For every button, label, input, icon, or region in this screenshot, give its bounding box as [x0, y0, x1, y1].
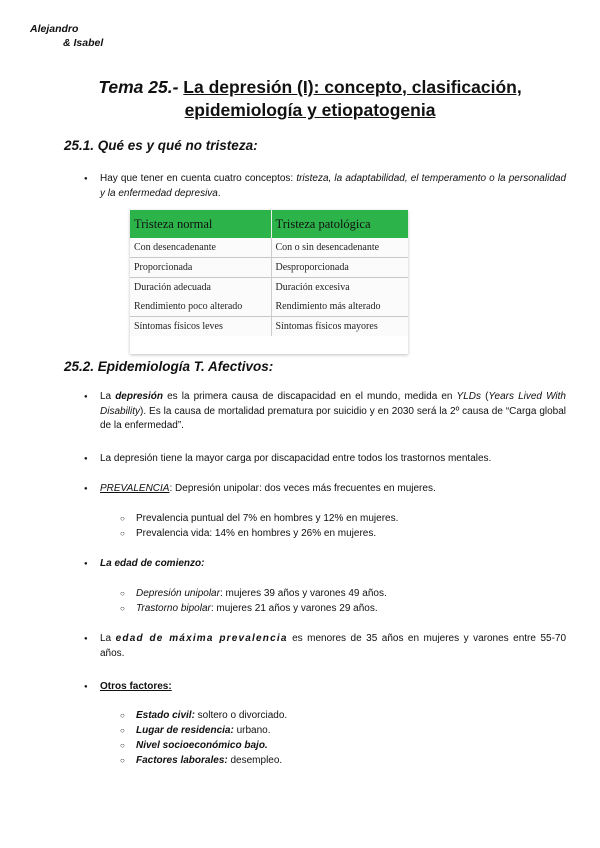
p1-g: Lived With Disability	[100, 391, 566, 417]
sub-text: desempleo.	[227, 755, 283, 766]
header-normal: Tristeza normal	[130, 210, 271, 238]
table-cell: Desproporcionada	[271, 258, 408, 278]
sub-lugar-residencia	[120, 724, 271, 739]
bullet-otros-factores	[84, 680, 566, 695]
table-cell: Síntomas físicos mayores	[275, 321, 378, 332]
b1-text-c: personalidad y la enfermedad depresiva	[100, 173, 566, 199]
sub-estado-civil	[120, 709, 287, 724]
sub-text: soltero o divorciado.	[194, 710, 288, 721]
p1-h: ). Es la causa de mortalidad prematura por suicidio y en 2030 será la 2º	[140, 405, 460, 417]
prevalencia-label: PREVALENCIA	[100, 483, 170, 494]
p2-text: La depresión tiene la mayor carga por discapacidad entre todos los trastornos mentales.	[100, 453, 492, 464]
sub-label: Depresión unipolar	[136, 588, 220, 599]
author-1: Alejandro	[30, 23, 79, 35]
title-line-1: La depresión (I): concepto, clasificación,	[183, 77, 522, 97]
table-cell: Duración excesiva	[275, 282, 350, 293]
sub-trastorno-bipolar	[120, 602, 378, 617]
sub-text: Prevalencia puntual del 7% en hombres y 12% en mujeres.	[136, 513, 399, 524]
p1-b: depresión	[115, 391, 163, 402]
p1-c: es la primera causa de discapacidad en el mundo, medida en	[167, 391, 453, 402]
page-title	[60, 76, 560, 122]
sub-text: Prevalencia vida: 14% en hombres y 26% en mujeres.	[136, 528, 377, 539]
p5-a: La	[100, 633, 112, 644]
b1-text-b: tristeza, la adaptabilidad, el temperamento o la	[296, 173, 506, 184]
sub-label: Lugar de residencia:	[136, 725, 234, 736]
table-cell: Rendimiento más alterado	[271, 297, 408, 317]
title-prefix: Tema 25.-	[98, 77, 179, 97]
table-cell: Rendimiento poco alterado	[130, 297, 271, 317]
tristeza-table	[130, 210, 408, 336]
sub-text: : mujeres 21 años y varones 29 años.	[210, 603, 378, 614]
table-row	[130, 258, 408, 278]
p1-a: La	[100, 391, 112, 402]
sub-label: Factores laborales:	[136, 755, 228, 766]
prevalencia-text: : Depresión unipolar: dos veces más frecuentes en mujeres.	[169, 483, 436, 494]
sub-text: : mujeres 39 años y varones 49 años.	[219, 588, 387, 599]
bullet-conceptos	[84, 172, 566, 201]
table-cell: Proporcionada	[130, 258, 271, 278]
p1-i: causa de “Carga global de la enfermedad”.	[100, 405, 567, 431]
table-cell: Síntomas físicos leves	[130, 317, 271, 337]
title-line-2: epidemiología y etiopatogenia	[184, 100, 436, 120]
p1-e: (	[485, 391, 489, 402]
b1-text-d: .	[217, 187, 221, 199]
bullet-edad-maxima	[84, 632, 566, 661]
sub-label: Nivel socioeconómico bajo.	[136, 740, 268, 751]
sub-nivel-socioeconomico	[120, 739, 268, 754]
author-2: & Isabel	[63, 37, 104, 49]
authors	[30, 22, 103, 50]
sub-prevalencia-puntual	[120, 512, 398, 527]
table-row	[130, 278, 408, 298]
table-row	[130, 238, 408, 258]
table-cell: Con o sin desencadenante	[271, 238, 408, 258]
table-cell: Con desencadenante	[130, 238, 271, 258]
otros-factores-label: Otros factores:	[100, 681, 172, 692]
table-header-row	[130, 210, 408, 238]
bullet-mayor-carga	[84, 452, 566, 467]
p5-b: edad de máxima prevalencia	[115, 633, 288, 644]
bullet-depresion-causa	[84, 390, 566, 434]
table-row	[130, 317, 408, 337]
bullet-edad-comienzo	[84, 557, 566, 572]
edad-comienzo-label: La edad de comienzo:	[100, 558, 205, 569]
sub-label: Estado civil:	[136, 710, 195, 721]
bullet-prevalencia	[84, 482, 566, 497]
p5-d: 55-70 años.	[100, 633, 567, 659]
sub-label: Trastorno bipolar	[136, 603, 211, 614]
sub-text: urbano.	[233, 725, 271, 736]
header-patologica: Tristeza patológica	[271, 210, 408, 238]
sub-prevalencia-vida	[120, 527, 376, 542]
p5-c: es menores de 35 años en mujeres y varones entre	[292, 633, 536, 644]
p1-d: YLDs	[456, 391, 481, 402]
table-row	[130, 297, 408, 317]
sub-depresion-unipolar	[120, 587, 387, 602]
p1-f: Years	[488, 391, 514, 402]
section-1-heading: 25.1. Qué es y qué no tristeza:	[64, 138, 258, 153]
sub-factores-laborales	[120, 754, 282, 769]
b1-text-a: Hay que tener en cuenta cuatro conceptos:	[100, 173, 294, 184]
section-2-heading: 25.2. Epidemiología T. Afectivos:	[64, 359, 274, 374]
table-cell: Duración adecuada	[130, 278, 271, 298]
